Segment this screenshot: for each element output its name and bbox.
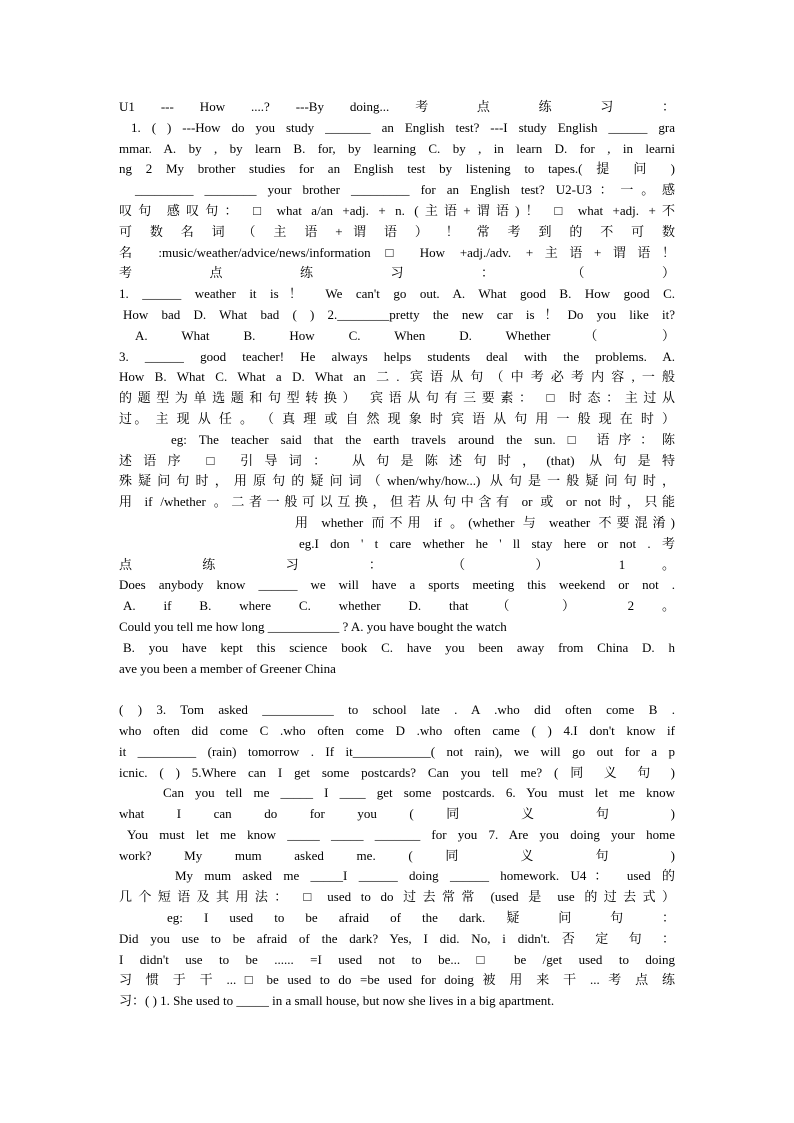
- text-line: You must let me know _____ _____ _______ for you 7. Are you doing your home: [127, 826, 675, 842]
- text-line: what I can do for you ( 同 义 句 ): [119, 806, 675, 822]
- text-line: How B. What C. What a D. What an 二. 宾语从句（中考必考内容,一般: [119, 369, 675, 385]
- text-line: eg.I don ' t care whether he ' ll stay here or not . 考: [299, 535, 675, 551]
- text-line: B. you have kept this science book C. have you been away from China D. h: [123, 639, 675, 655]
- text-line: ave you been a member of Greener China: [119, 660, 336, 676]
- blank-line: [119, 679, 675, 700]
- document-page: [119, 97, 675, 1012]
- text-line: 习 惯 于 干 ... □ be used to do =be used for doing 被 用 来 干 ... 考 点 练: [119, 972, 675, 988]
- text-line: eg: The teacher said that the earth travels around the sun. □ 语序：陈: [171, 431, 675, 447]
- text-line: 点 练 习 ： （ ） 1 。: [119, 556, 675, 572]
- text-line: Could you tell me how long ___________ ? A. you have bought the watch: [119, 618, 507, 634]
- text-line: My mum asked me _____I ______ doing ______ homework. U4： used 的: [175, 868, 675, 884]
- text-line: Did you use to be afraid of the dark? Yes, I did. No, i didn't. 否 定 句 ：: [119, 930, 675, 946]
- text-line: ( ) 3. Tom asked ___________ to school late . A .who did often come B .: [119, 702, 675, 718]
- text-line: eg: I used to be afraid of the dark. 疑 问 句 ：: [167, 910, 675, 926]
- text-line: Does anybody know ______ we will have a sports meeting this weekend or not .: [119, 577, 675, 593]
- text-line: 考 点 练 习 ： （ ）: [119, 265, 675, 281]
- text-line: icnic. ( ) 5.Where can I get some postcards? Can you tell me? ( 同 义 句 ): [119, 764, 675, 780]
- text-line: 叹句 感叹句： □ what a/an +adj. + n. (主语+谓语)！ □ what +adj. +不: [119, 202, 675, 218]
- text-line: 名 :music/weather/advice/news/information □ How +adj./adv. +主语+谓语！: [119, 244, 675, 260]
- text-line: mmar. A. by , by learn B. for, by learning C. by , in learn D. for , in learni: [119, 140, 675, 156]
- text-line: 1. ( ) ---How do you study _______ an English test? ---I study English ______ gra: [131, 119, 675, 135]
- text-line: 1. ______ weather it is！ We can't go out. A. What good B. How good C.: [119, 286, 675, 302]
- text-line: A. What B. How C. When D. Whether （ ）: [135, 327, 675, 343]
- text-line: 可 数 名 词 （ 主 语 + 谓 语 ） ！ 常 考 到 的 不 可 数: [119, 223, 675, 239]
- text-line: 殊疑问句时，用原句的疑问词（when/why/how...) 从句是一般疑问句时，: [119, 473, 675, 489]
- text-line: 用 if /whether 。二者一般可以互换，但若从句中含有 or 或 or not 时，只能: [119, 494, 675, 510]
- text-line: who often did come C .who often come D .who often came ( ) 4.I don't know if: [119, 722, 675, 738]
- text-line: it _________ (rain) tomorrow . If it____________( not rain), we will go out for a p: [119, 743, 675, 759]
- text-line: A. if B. where C. whether D. that （ ） 2 。: [123, 598, 675, 614]
- text-line: How bad D. What bad ( ) 2.________pretty the new car is！Do you like it?: [123, 306, 675, 322]
- text-line: 习：( ) 1. She used to _____ in a small house, but now she lives in a big apartment.: [119, 993, 555, 1009]
- text-line: U1 --- How ....? ---By doing... 考 点 练 习 ：: [119, 99, 675, 114]
- text-line: work? My mum asked me. ( 同 义 句 ): [119, 847, 675, 863]
- text-line: Can you tell me _____ I ____ get some postcards. 6. You must let me know: [163, 785, 675, 801]
- text-line: 用 whether 而不用 if 。(whether 与 weather 不要混淆): [295, 514, 675, 530]
- text-line: _________ ________ your brother _________ for an English test? U2-U3：一。感: [135, 182, 675, 198]
- text-line: I didn't use to be ...... =I used not to be... □ be /get used to doing: [119, 951, 675, 967]
- text-line: 3. ______ good teacher! He always helps students deal with the problems. A.: [119, 348, 675, 364]
- text-line: 过。 主 现 从 任 。 （ 真 理 或 自 然 现 象 时 宾 语 从 句 用 一 般 现 在 时 ）: [119, 410, 675, 426]
- text-line: 的题型为单选题和句型转换） 宾语从句有三要素： □ 时态：主过从: [119, 390, 675, 406]
- text-line: ng 2 My brother studies for an English test by listening to tapes.( 提 问 ): [119, 161, 675, 177]
- text-line: 几个短语及其用法： □ used to do 过去常常 (used 是 use 的过去式）: [119, 889, 675, 905]
- text-line: 述语序 □ 引导词： 从句是陈述句时，(that) 从句是特: [119, 452, 675, 468]
